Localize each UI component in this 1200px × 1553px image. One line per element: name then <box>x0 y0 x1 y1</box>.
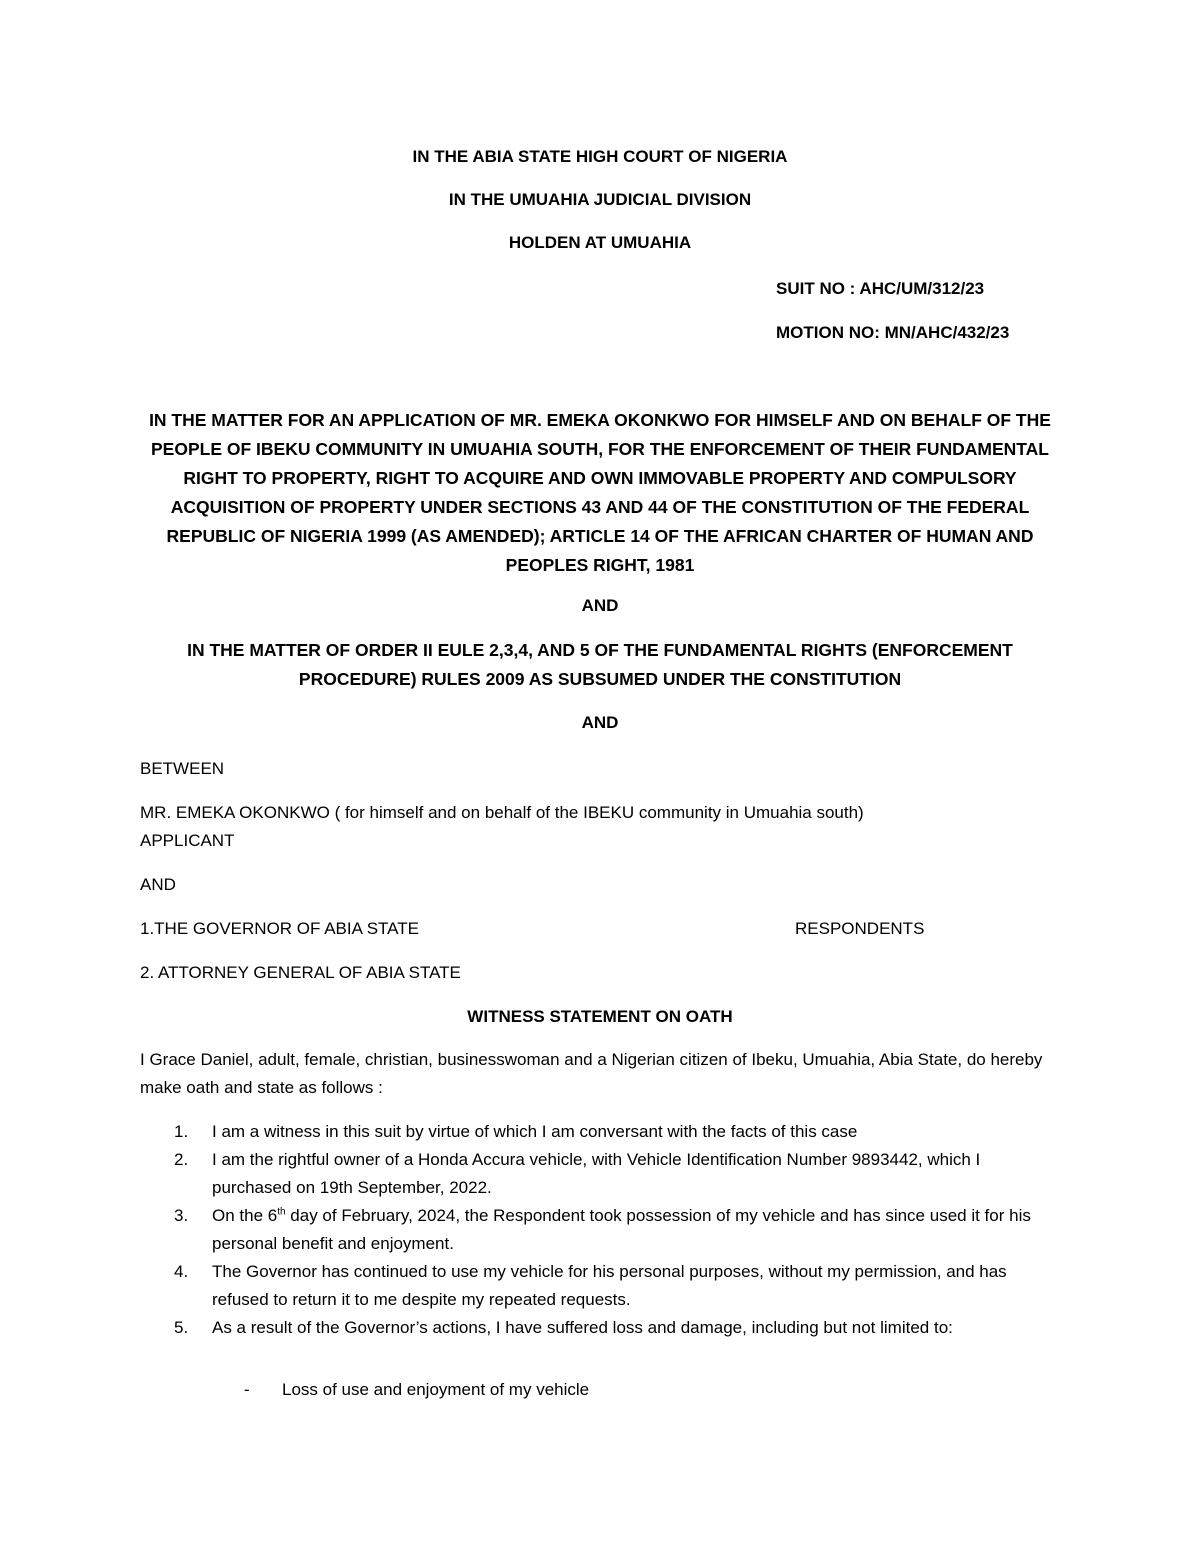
list-item <box>140 1314 1060 1342</box>
list-number: 4. <box>174 1262 189 1281</box>
court-title: IN THE ABIA STATE HIGH COURT OF NIGERIA <box>412 147 788 166</box>
holden-at: HOLDEN AT UMUAHIA <box>508 233 692 252</box>
list-number: 3. <box>174 1206 189 1225</box>
matter-order: IN THE MATTER OF ORDER II EULE 2,3,4, AND 5 OF THE FUNDAMENTAL RIGHTS (ENFORCEMENT PROCEDURE) RULES 2009 AS SUBSUMED UNDER THE CONSTITUTION <box>187 640 1013 689</box>
respondent-2: 2. ATTORNEY GENERAL OF ABIA STATE <box>140 963 461 982</box>
list-item <box>140 1118 1060 1146</box>
list-number: 5. <box>174 1318 189 1337</box>
list-item <box>140 1202 1060 1258</box>
list-number: 1. <box>174 1122 189 1141</box>
dash-bullet: - <box>244 1380 250 1399</box>
between-label: BETWEEN <box>140 759 225 778</box>
statement-title: WITNESS STATEMENT ON OATH <box>467 1007 733 1026</box>
respondent-1: 1.THE GOVERNOR OF ABIA STATE <box>140 919 419 938</box>
list-text-a: On the 6 <box>212 1206 278 1225</box>
suit-number: SUIT NO : AHC/UM/312/23 <box>776 279 985 298</box>
list-item <box>140 1146 1060 1202</box>
judicial-division: IN THE UMUAHIA JUDICIAL DIVISION <box>448 190 752 209</box>
list-text: As a result of the Governor’s actions, I have suffered loss and damage, including but not limited to: <box>212 1318 953 1337</box>
list-number: 2. <box>174 1150 189 1169</box>
parties-and: AND <box>140 875 176 894</box>
list-text: The Governor has continued to use my vehicle for his personal purposes, without my permission, and has refused to return it to me despite my repeated requests. <box>212 1262 1007 1309</box>
matter-application: IN THE MATTER FOR AN APPLICATION OF MR. EMEKA OKONKWO FOR HIMSELF AND ON BEHALF OF THE PEOPLE OF IBEKU COMMUNITY IN UMUAHIA SOUTH, FOR THE ENFORCEMENT OF THEIR FUNDAMENTAL RIGHT TO PROPERTY, RIGHT TO ACQUIRE AND OWN IMMOVABLE PROPERTY AND COMPULSORY ACQUISITION OF PROPERTY UNDER SECTIONS 43 AND 44 OF THE CONSTITUTION OF THE FEDERAL REPUBLIC OF NIGERIA 1999 (AS AMENDED); ARTICLE 14 OF THE AFRICAN CHARTER OF HUMAN AND PEOPLES RIGHT, 1981 <box>149 410 1051 575</box>
list-text: I am the rightful owner of a Honda Accura vehicle, with Vehicle Identification Number 9893442, which I purchased on 19th September, 2022. <box>212 1150 981 1197</box>
list-text <box>212 1206 1031 1253</box>
respondents-label: RESPONDENTS <box>795 919 925 938</box>
applicant-name: MR. EMEKA OKONKWO ( for himself and on behalf of the IBEKU community in Umuahia south) <box>140 803 864 822</box>
list-text: I am a witness in this suit by virtue of which I am conversant with the facts of this case <box>212 1122 858 1141</box>
and-connector-2: AND <box>581 713 619 732</box>
ordinal-suffix: th <box>277 1206 286 1218</box>
list-text-b: day of February, 2024, the Respondent took possession of my vehicle and has since used it for his personal benefit and enjoyment. <box>212 1206 1031 1253</box>
statement-list <box>140 1118 1060 1342</box>
oath-intro: I Grace Daniel, adult, female, christian, businesswoman and a Nigerian citizen of Ibeku, Umuahia, Abia State, do hereby make oath and state as follows : <box>140 1050 1043 1097</box>
and-connector-1: AND <box>581 596 619 615</box>
motion-number: MOTION NO: MN/AHC/432/23 <box>776 323 1010 342</box>
list-item <box>140 1258 1060 1314</box>
applicant-label: APPLICANT <box>140 831 235 850</box>
sub-list-text: Loss of use and enjoyment of my vehicle <box>282 1380 590 1399</box>
